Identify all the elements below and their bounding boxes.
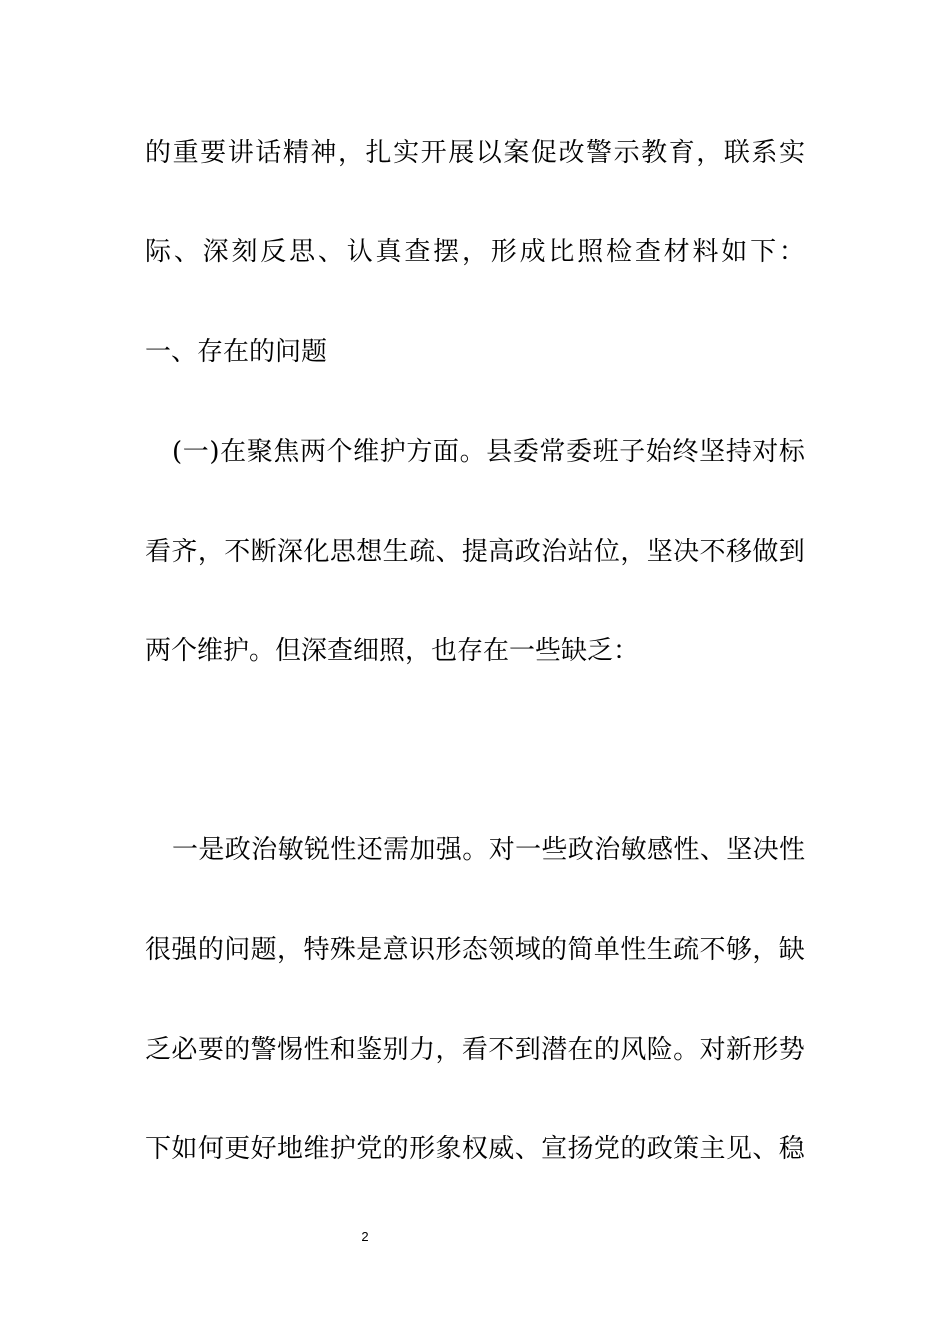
- body-line-10: 下 如 何 更 好 地 维 护 党 的 形 象 权 威 、 宣 扬 党 的 政 策 主 见 、 稳: [145, 1134, 805, 1164]
- subsection-heading-line: ( 一 ) 在 聚 焦 两 个 维 护 方 面 。 县 委 常 委 班 子 始 终 坚 持 对 标: [172, 437, 805, 467]
- body-line-2: 际 、 深 刻 反 思 、 认 真 查 摆 ， 形 成 比 照 检 查 材 料 如 下 ：: [145, 237, 805, 267]
- body-line-8: 很 强 的 问 题 ， 特 殊 是 意 识 形 态 领 域 的 简 单 性 生 疏 不 够 ， 缺: [145, 935, 805, 965]
- body-line-6: 两个维护。但深查细照，也存在一些缺乏：: [145, 636, 640, 666]
- page-number: 2: [361, 1229, 369, 1244]
- body-line-7: 一 是 政 治 敏 锐 性 还 需 加 强 。 对 一 些 政 治 敏 感 性 、 坚 决 性: [172, 835, 805, 865]
- body-line-5: 看 齐 ， 不 断 深 化 思 想 生 疏 、 提 高 政 治 站 位 ， 坚 决 不 移 做 到: [145, 537, 805, 567]
- section-heading: 一、存在的问题: [145, 337, 328, 367]
- body-line-1: 的 重 要 讲 话 精 神 ， 扎 实 开 展 以 案 促 改 警 示 教 育 ， 联 系 实: [145, 138, 805, 168]
- body-line-9: 乏 必 要 的 警 惕 性 和 鉴 别 力 ， 看 不 到 潜 在 的 风 险 。 对 新 形 势: [145, 1035, 805, 1065]
